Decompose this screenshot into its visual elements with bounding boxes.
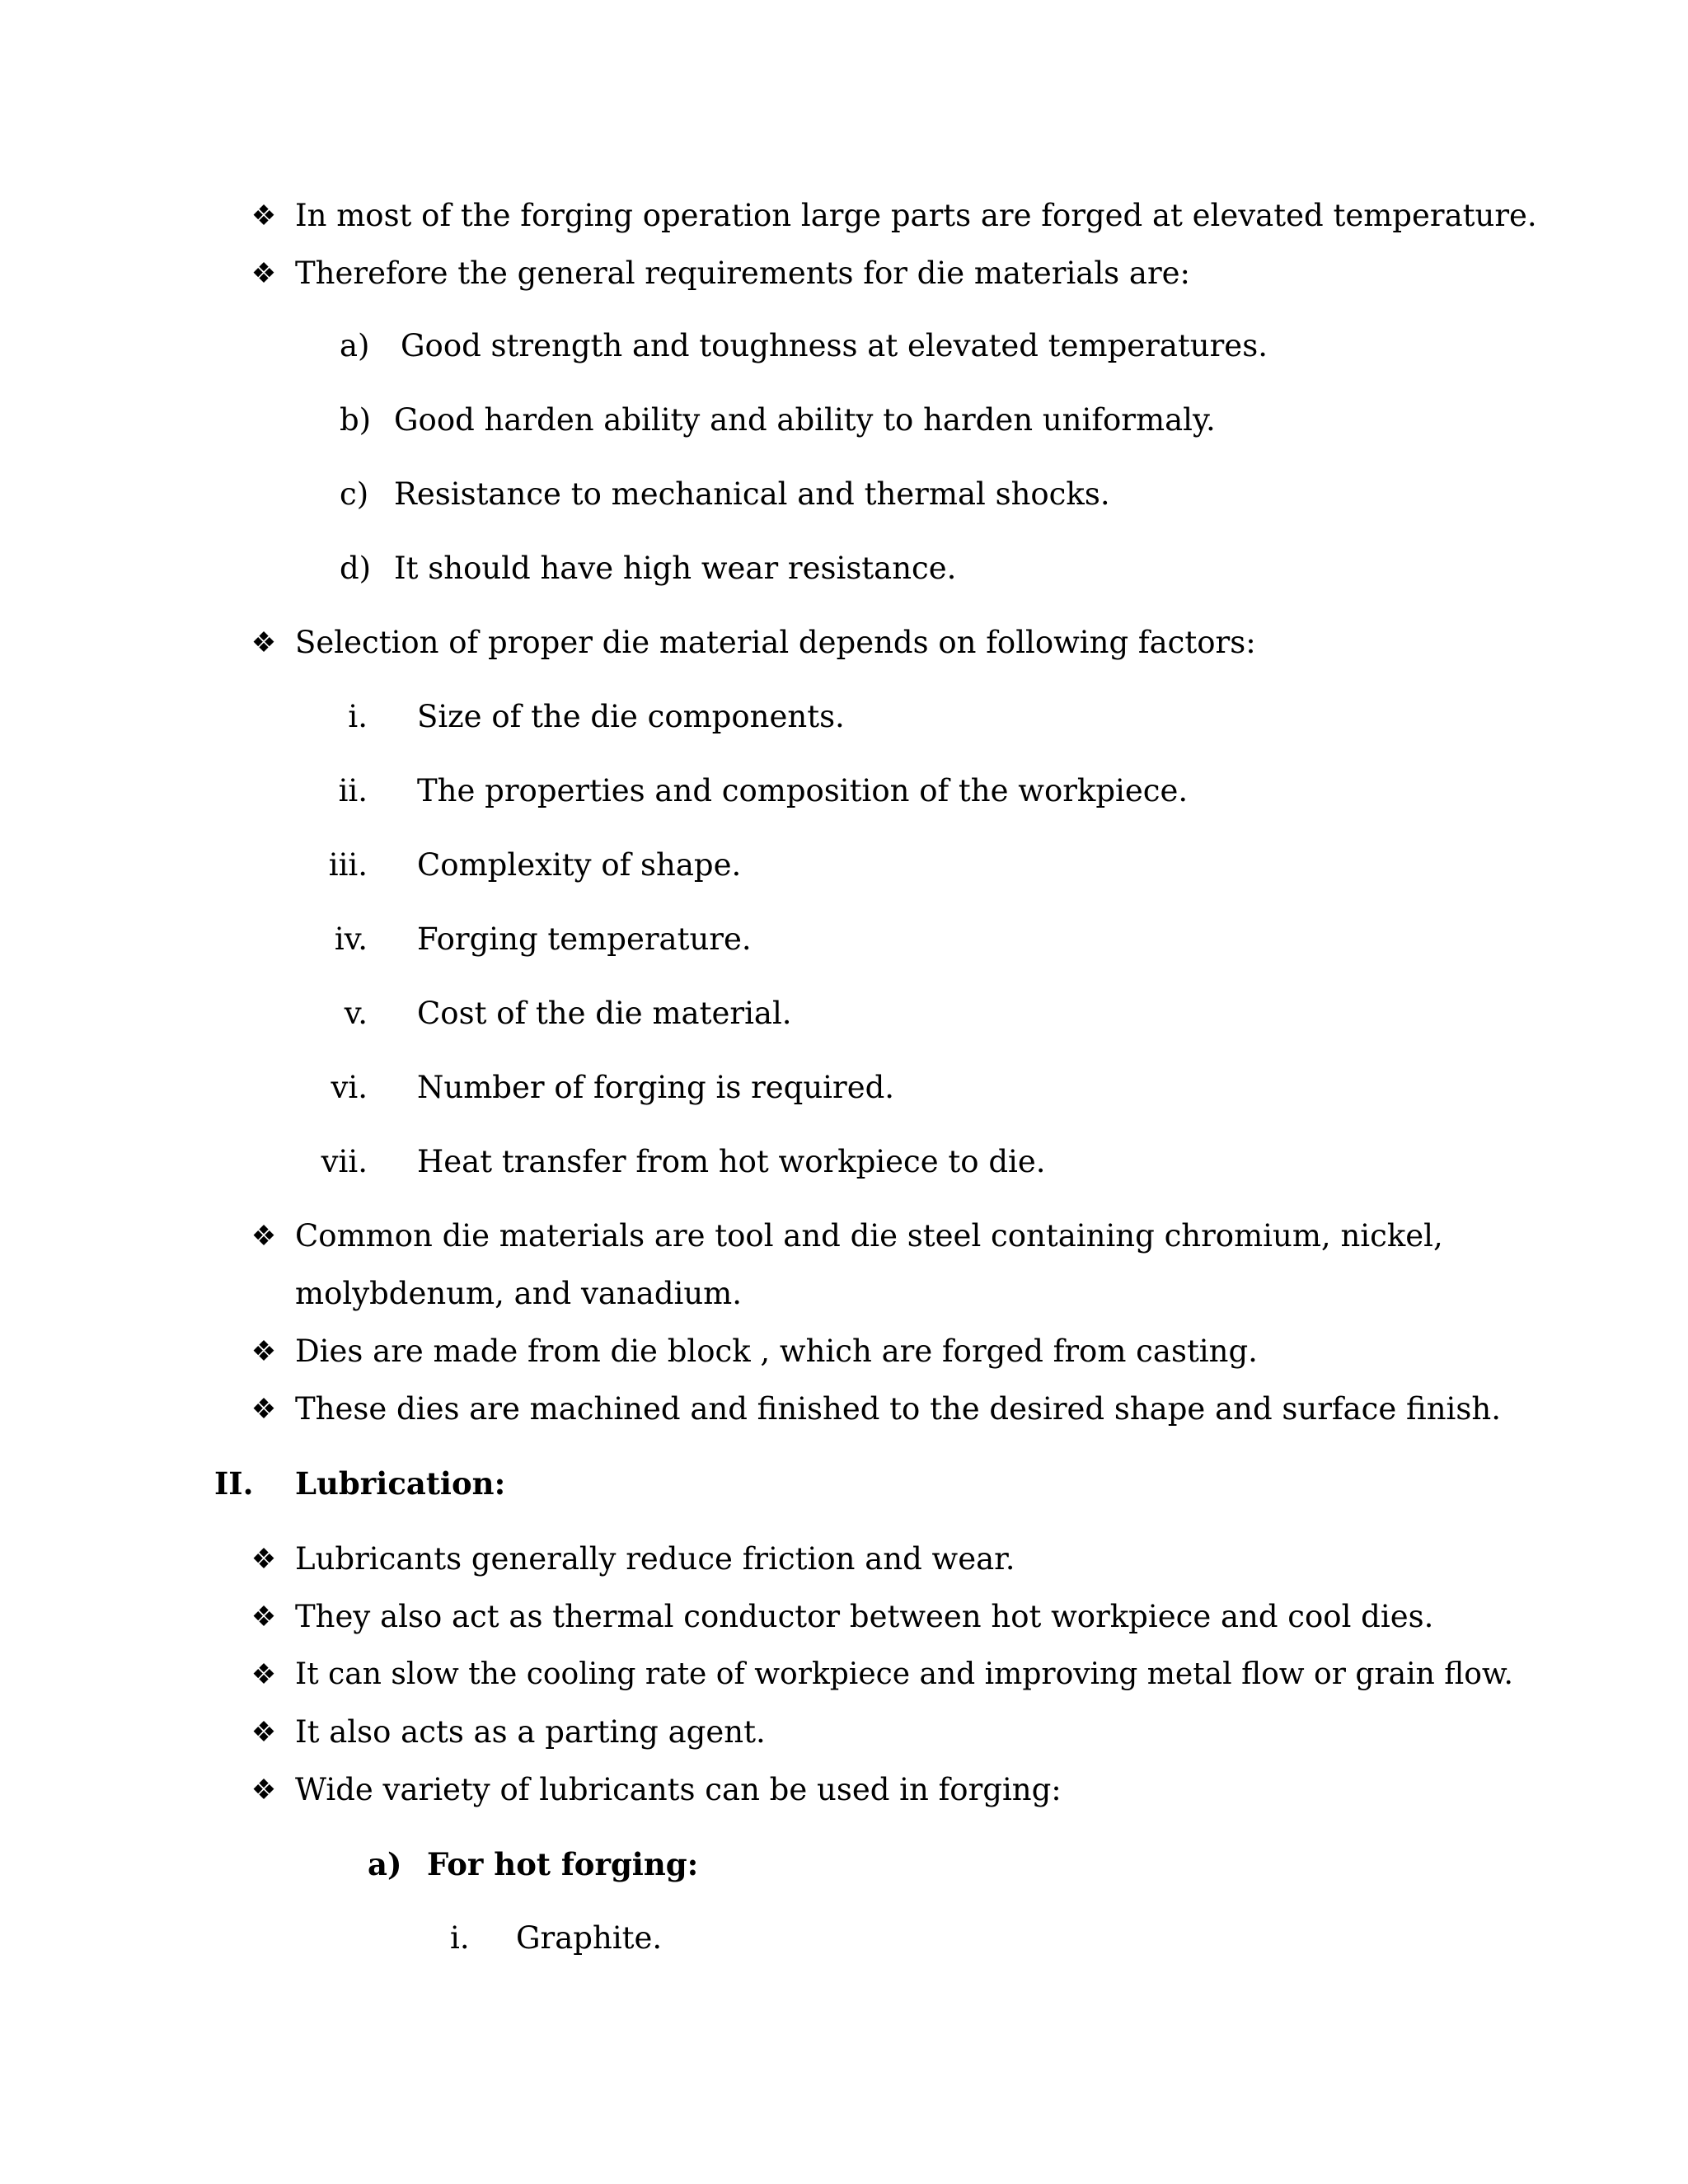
list-item: Good strength and toughness at elevated temperatures. [401, 328, 1268, 363]
list-marker: a) [340, 328, 370, 363]
bullet-icon: ❖ [251, 1716, 277, 1749]
list-marker: ii. [338, 773, 368, 808]
list-marker: d) [340, 551, 372, 586]
list-item: Complexity of shape. [417, 847, 742, 883]
bullet-icon: ❖ [251, 626, 277, 659]
bullet-text: Dies are made from die block , which are forged from casting. [295, 1333, 1258, 1369]
list-marker: iv. [334, 921, 368, 957]
list-item: Good harden ability and ability to harden uniformaly. [394, 402, 1216, 438]
bullet-text: Wide variety of lubricants can be used in forging: [295, 1772, 1062, 1807]
bullet-icon: ❖ [251, 1335, 277, 1368]
bullet-text: It can slow the cooling rate of workpiece and improving metal flow or grain flow. [295, 1657, 1513, 1691]
list-item: Cost of the die material. [417, 996, 792, 1031]
bullet-icon: ❖ [251, 1774, 277, 1807]
list-marker: b) [340, 402, 372, 438]
list-item: Forging temperature. [417, 921, 752, 957]
bullet-icon: ❖ [251, 1658, 277, 1691]
bullet-icon: ❖ [251, 1393, 277, 1426]
list-marker: vi. [331, 1070, 368, 1105]
bullet-text: Therefore the general requirements for die materials are: [295, 255, 1191, 291]
list-marker: c) [340, 476, 369, 512]
bullet-text: These dies are machined and finished to the desired shape and surface finish. [295, 1391, 1501, 1427]
list-item: Graphite. [516, 1920, 663, 1956]
subsection-title: For hot forging: [427, 1846, 699, 1882]
list-item: Heat transfer from hot workpiece to die. [417, 1144, 1046, 1179]
subsection-marker: a) [368, 1846, 402, 1882]
bullet-text-continued: molybdenum, and vanadium. [295, 1276, 743, 1311]
list-item: Size of the die components. [417, 699, 845, 734]
section-number: II. [214, 1465, 254, 1502]
bullet-text: Common die materials are tool and die steel containing chromium, nickel, [295, 1218, 1443, 1254]
bullet-icon: ❖ [251, 1220, 277, 1253]
bullet-text: Selection of proper die material depends on following factors: [295, 625, 1256, 660]
list-marker: iii. [328, 847, 368, 883]
list-marker: i. [450, 1920, 470, 1956]
bullet-text: It also acts as a parting agent. [295, 1714, 766, 1750]
bullet-text: They also act as thermal conductor between hot workpiece and cool dies. [295, 1599, 1434, 1634]
list-item: Number of forging is required. [417, 1070, 895, 1105]
bullet-text: In most of the forging operation large parts are forged at elevated temperature. [295, 198, 1537, 233]
list-marker: v. [344, 996, 368, 1031]
bullet-icon: ❖ [251, 1601, 277, 1633]
list-marker: vii. [321, 1144, 368, 1179]
bullet-text: Lubricants generally reduce friction and wear. [295, 1541, 1015, 1577]
bullet-icon: ❖ [251, 199, 277, 232]
bullet-icon: ❖ [251, 257, 277, 290]
list-item: The properties and composition of the workpiece. [417, 773, 1189, 808]
list-item: Resistance to mechanical and thermal shocks. [394, 476, 1110, 512]
list-item: It should have high wear resistance. [394, 551, 957, 586]
list-marker: i. [348, 699, 368, 734]
bullet-icon: ❖ [251, 1543, 277, 1576]
section-title: Lubrication: [295, 1465, 506, 1502]
